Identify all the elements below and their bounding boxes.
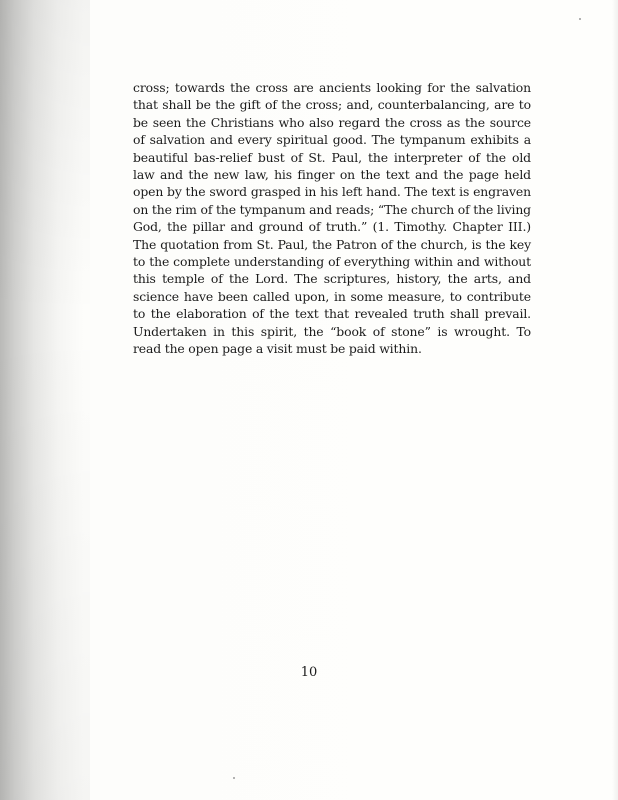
binding-shadow xyxy=(0,0,90,800)
scan-speck xyxy=(233,777,235,779)
body-paragraph: cross; towards the cross are ancients looking for the salvation that shall be the gift of the cross; and, counterbalancing, are to be seen the Christians who also regard the cross as the source of salvation and every spiritual good. The tympanum exhibits a beautiful bas-relief bust of St. Paul, the interpreter of the old law and the new law, his finger on the text and the page held open by the sword grasped in his left hand. The text is engraven on the rim of the tympanum and reads; “The church of the living God, the pillar and ground of truth.” (1. Timothy. Chapter III.) The quotation from St. Paul, the Patron of the church, is the key to the complete understanding of everything within and without this temple of the Lord. The scriptures, history, the arts, and science have been called upon, in some measure, to contribute to the elaboration of the text that revealed truth shall prevail. Undertaken in this spirit, the “book of stone” is wrought. To read the open page a visit must be paid within. xyxy=(133,80,531,357)
scan-speck xyxy=(579,18,581,20)
page-edge xyxy=(612,0,618,800)
page-number: 10 xyxy=(300,665,318,680)
